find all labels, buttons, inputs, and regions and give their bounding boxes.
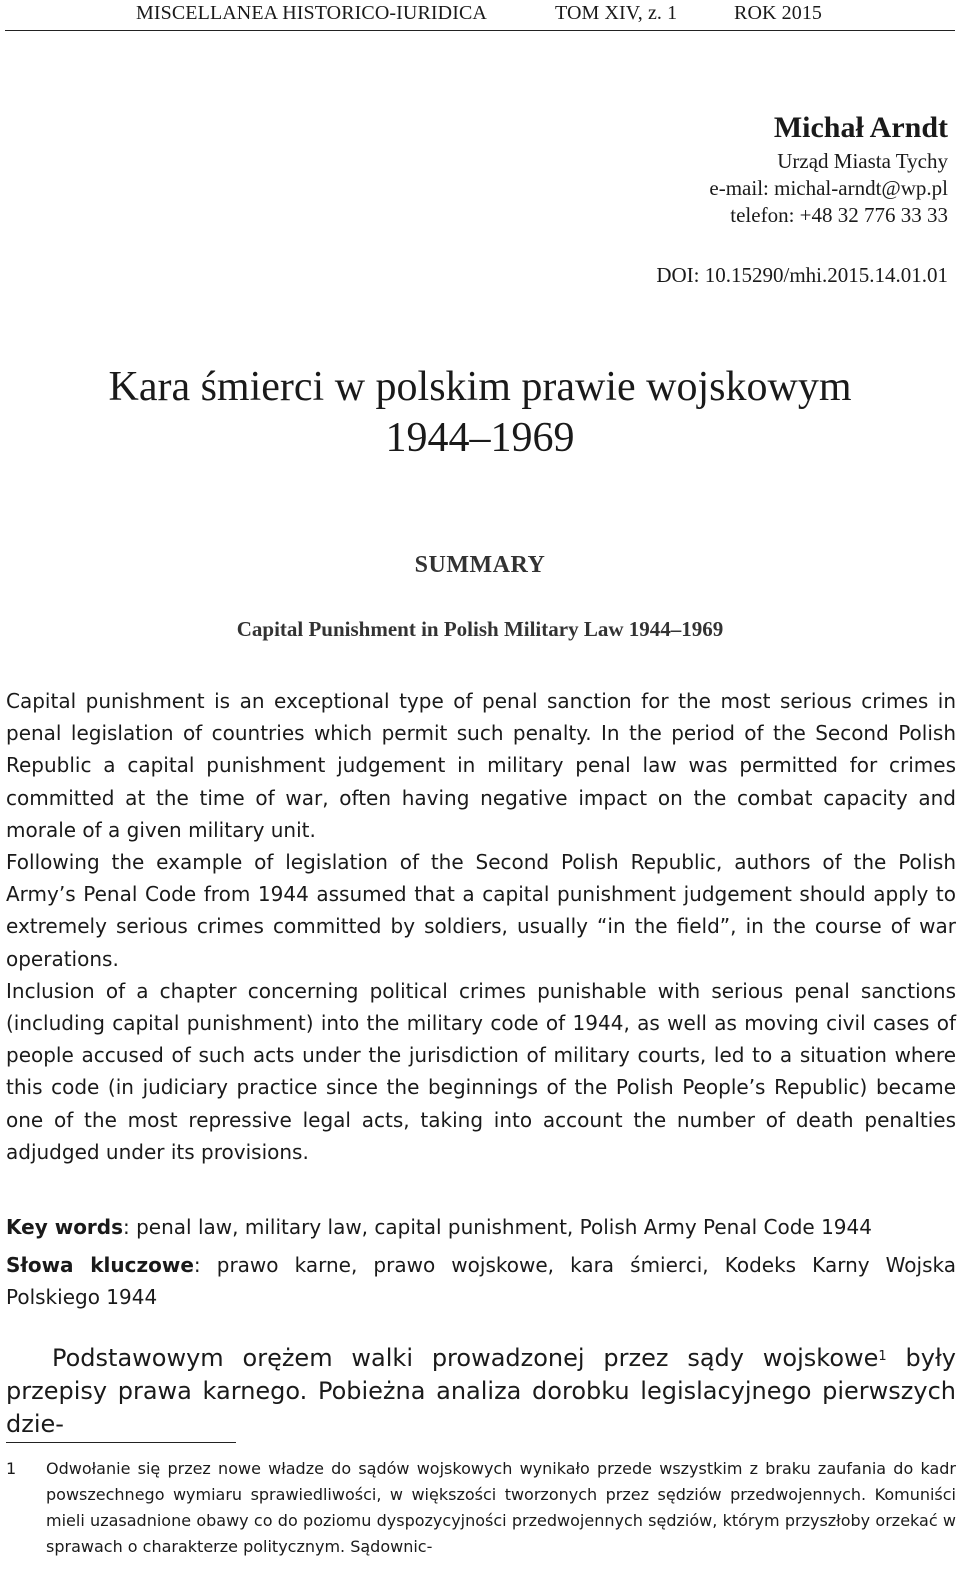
journal-name: MISCELLANEA HISTORICO-IURIDICA	[136, 2, 487, 24]
keywords-polish	[6, 1249, 956, 1313]
body-text-start: Podstawowym orężem walki prowadzonej przez sądy wojskowe	[52, 1344, 879, 1372]
doi: DOI: 10.15290/mhi.2015.14.01.01	[656, 263, 948, 287]
abstract	[6, 685, 956, 1168]
summary-subtitle: Capital Punishment in Polish Military Law 1944–1969	[236, 617, 724, 641]
footnote	[6, 1456, 956, 1560]
body-paragraph	[6, 1342, 956, 1441]
keywords-english	[6, 1211, 956, 1243]
author-block	[709, 108, 948, 229]
abstract-paragraph: Inclusion of a chapter concerning political crimes punishable with serious penal sanctions (including capital punishment) into the military code of 1944, as well as moving civil cases of people accused of such acts under the jurisdiction of military courts, led to a situation where this code (in judiciary practice since the beginnings of the Polish People’s Republic) became one of the most repressive legal acts, taking into account the number of death penalties adjudged under its provisions.	[6, 978, 956, 1164]
author-affiliation: Urząd Miasta Tychy	[777, 149, 948, 173]
article-title	[0, 362, 960, 464]
author-phone: telefon: +48 32 776 33 33	[730, 203, 948, 227]
keywords-polish-label: Słowa kluczowe	[6, 1253, 194, 1277]
article-title-line-2: 1944–1969	[385, 415, 575, 461]
body-text-continuation: były przepisy prawa karnego. Pobieżna analiza dorobku legislacyjnego pierwszych dzie-	[6, 1344, 957, 1438]
author-name: Michał Arndt	[773, 111, 948, 144]
keywords-english-text: : penal law, military law, capital punishment, Polish Army Penal Code 1944	[123, 1215, 872, 1239]
footnote-separator	[6, 1442, 236, 1443]
footnote-number: 1	[6, 1459, 17, 1478]
article-title-line-1: Kara śmierci w polskim prawie wojskowym	[108, 364, 852, 410]
keywords-polish-text: : prawo karne, prawo wojskowe, kara śmierci, Kodeks Karny Wojska Polskiego 1944	[6, 1253, 956, 1309]
summary-heading: SUMMARY	[414, 552, 546, 578]
keywords-english-label: Key words	[6, 1215, 124, 1239]
body-text	[6, 1342, 956, 1441]
volume-number: TOM XIV, z. 1	[555, 2, 678, 24]
running-header	[5, 0, 955, 31]
footnotes	[6, 1456, 956, 1560]
publication-year: ROK 2015	[734, 2, 823, 24]
abstract-paragraph: Capital punishment is an exceptional type of penal sanction for the most serious crimes in penal legislation of countries which permit such penalty. In the period of the Second Polish Republic a capital punishment judgement in military penal law was permitted for crimes committed at the time of war, often having negative impact on the combat capacity and morale of a given military unit.	[6, 689, 956, 842]
abstract-paragraph: Following the example of legislation of the Second Polish Republic, authors of the Polish Army’s Penal Code from 1944 assumed that a capital punishment judgement should apply to extremely serious crimes committed by soldiers, usually “in the field”, in the course of war operations.	[6, 850, 956, 971]
footnote-text: Odwołanie się przez nowe władze do sądów wojskowych wynikało przede wszystkim z braku zaufania do kadr powszechnego wymiaru sprawiedliwości, w większości tworzonych przez sędziów przedwojennych. Komuniści mieli uzasadnione obawy co do poziomu dyspozycyjności przedwojennych sędziów, którym przyszłoby orzekać w sprawach o charakterze politycznym. Sądownic-	[46, 1459, 956, 1556]
author-email: e-mail: michal-arndt@wp.pl	[709, 176, 948, 200]
footnote-reference[interactable]: 1	[878, 1349, 887, 1364]
